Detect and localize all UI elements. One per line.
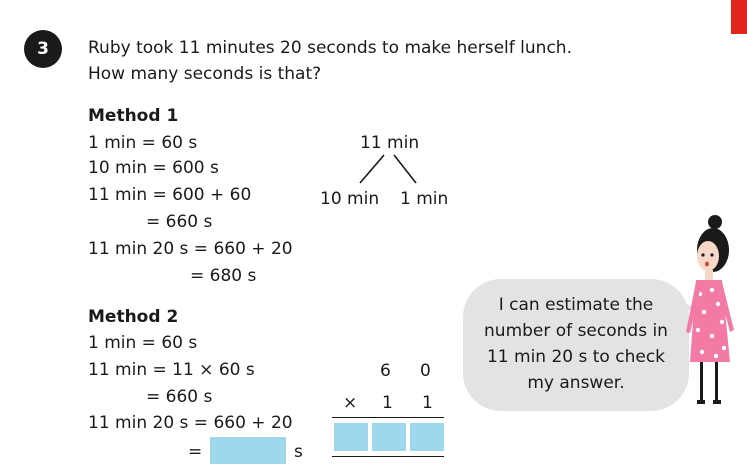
question-line-2: How many seconds is that? [88,64,322,84]
tree-branch-left [360,155,384,183]
method1-heading: Method 1 [88,106,179,126]
mult-row1-digit-1: 6 [380,361,391,381]
method1-line-3: 11 min = 600 + 60 [88,185,252,205]
mult-row1-digit-2: 0 [420,361,431,381]
method2-heading: Method 2 [88,307,179,327]
answer-unit: s [294,442,303,462]
mult-answer-box-2[interactable] [372,423,406,451]
question-number: 3 [37,39,49,59]
speech-bubble-text [467,292,685,396]
mult-operator: × [343,393,358,413]
speech-line-2: number of seconds in [484,321,668,341]
tree-branches [350,152,430,186]
mult-answer-box-1[interactable] [334,423,368,451]
speech-line-1: I can estimate the [498,295,654,315]
method1-line-6: = 680 s [190,266,257,286]
method1-line-4: = 660 s [146,212,213,232]
question-line-1: Ruby took 11 minutes 20 seconds to make herself lunch. [88,38,572,58]
method1-line-2: 10 min = 600 s [88,158,219,178]
method2-equals: = [188,442,203,462]
method2-line-3: = 660 s [146,387,213,407]
question-number-badge [24,30,62,68]
method1-line-1: 1 min = 60 s [88,133,198,153]
method2-line-1: 1 min = 60 s [88,333,198,353]
tree-top-label: 11 min [360,133,420,153]
mult-row2-digit-1: 1 [382,393,393,413]
tree-right-label: 1 min [400,189,449,209]
speech-line-4: my answer. [527,373,625,393]
mult-line-top [332,417,444,418]
method2-line-2: 11 min = 11 × 60 s [88,360,255,380]
answer-input-box[interactable] [210,437,286,464]
method1-line-5: 11 min 20 s = 660 + 20 [88,239,293,259]
mult-answer-box-3[interactable] [410,423,444,451]
tree-left-label: 10 min [320,189,380,209]
mult-row2-digit-2: 1 [422,393,433,413]
mult-line-bottom [332,456,444,457]
method2-line-4: 11 min 20 s = 660 + 20 [88,413,293,433]
girl-character-illustration [682,212,742,412]
corner-tab [731,0,747,34]
tree-branch-right [394,155,416,183]
speech-line-3: 11 min 20 s to check [486,347,666,367]
